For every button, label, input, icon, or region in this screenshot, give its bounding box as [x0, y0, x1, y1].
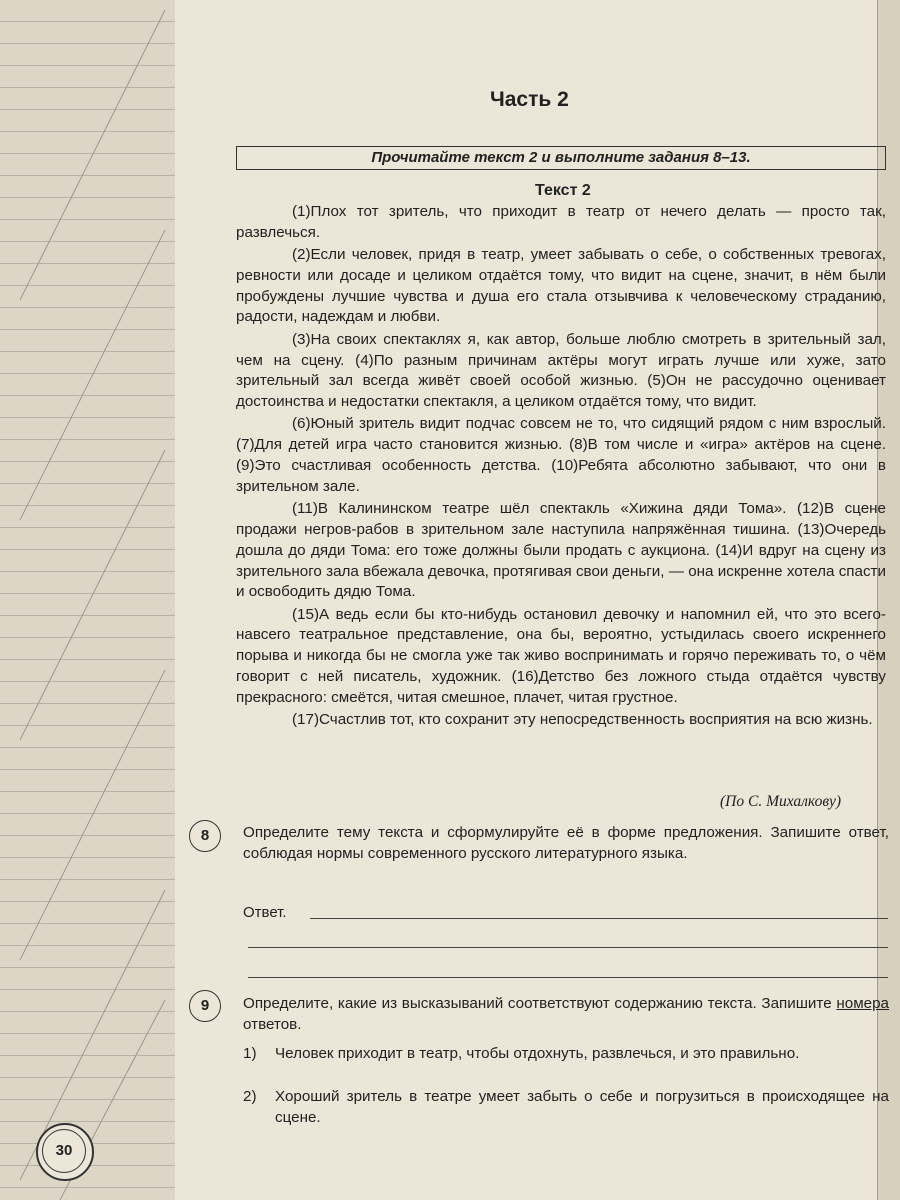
passage-paragraph: (11)В Калининском театре шёл спектакль «Хижина дяди Тома». (12)В сцене продажи негров-рабов в зрительном зале наступила напряжённая тишина. (13)Очередь дошла до дяди Тома: его тоже должны были продать с аукциона. (14)И вдруг на сцену из зрительного зала вбежала девочка, протягивая свои деньги, — она искренне хотела спасти и освободить дядю Тома. — [236, 500, 886, 601]
task-9-text — [243, 993, 889, 1035]
instruction-box: Прочитайте текст 2 и выполните задания 8–13. — [236, 146, 886, 170]
task-8-answer-label: Ответ. — [243, 904, 287, 921]
option-number: 2) — [243, 1088, 257, 1105]
task-8-answer-line[interactable] — [248, 977, 888, 978]
task-9-option — [243, 1043, 889, 1064]
task-8-answer-line[interactable] — [310, 918, 888, 919]
passage-paragraph: (15)А ведь если бы кто-нибудь остановил девочку и напомнил ей, что это всего-навсего театральное представление, она бы, вероятно, устыдилась своего искреннего порыва и никогда бы не смогла уже так живо воспринимать и горячо переживать то, о чём говорит с ней писатель, художник. (16)Детство без ложного стыда отдаётся чувству прекрасного: смеётся, читая смешное, плачет, читая грустное. — [236, 605, 886, 706]
text-title: Текст 2 — [535, 182, 591, 199]
passage-paragraph: (1)Плох тот зритель, что приходит в театр от нечего делать — просто так, развлечься. — [236, 203, 886, 241]
left-margin-lined-strip — [0, 0, 175, 1200]
task-9-number-badge: 9 — [189, 990, 221, 1022]
passage-paragraph: (2)Если человек, придя в театр, умеет забывать о себе, о собственных тревогах, ревности или досаде и целиком отдаётся тому, что видит на сцене, значит, в нём были пробуждены лучшие чувства и душа его стала отзывчива к человеческому страданию, радости, надеждам и любви. — [236, 246, 886, 326]
reading-passage — [236, 202, 886, 732]
option-text: Хороший зритель в театре умеет забыть о себе и погрузиться в происходящее на сцене. — [275, 1088, 889, 1126]
page-number-badge — [36, 1123, 94, 1181]
passage-paragraph: (3)На своих спектаклях я, как автор, больше люблю смотреть в зрительный зал, чем на сцену. (4)По разным причинам актёры могут играть лучше или хуже, зато зрительный зал всегда живёт своей особой жизнью. (5)Он не рассудочно оценивает достоинства и недостатки спектакля, а целиком отдаётся тому, что видит. — [236, 330, 886, 411]
task-8-number-badge: 8 — [189, 820, 221, 852]
part-title: Часть 2 — [490, 88, 569, 111]
task-9-text-underlined: номера — [836, 995, 889, 1012]
passage-author: (По С. Михалкову) — [720, 793, 842, 810]
option-text: Человек приходит в театр, чтобы отдохнуть, развлечься, и это правильно. — [275, 1045, 800, 1062]
task-8-answer-line[interactable] — [248, 947, 888, 948]
option-number: 1) — [243, 1045, 257, 1062]
task-9-text-part: Определите, какие из высказываний соответствуют содержанию текста. Запишите — [243, 995, 837, 1012]
task-9-option — [243, 1086, 889, 1128]
passage-paragraph: (6)Юный зритель видит подчас совсем не то, что сидящий рядом с ним взрослый. (7)Для детей игра часто становится жизнью. (8)В том числе и «игра» актёров на сцене. (9)Это счастливая особенность детства. (10)Ребята абсолютно забывают, что они в зрительном зале. — [236, 415, 886, 495]
page-number: 30 — [42, 1129, 86, 1173]
passage-paragraph: (17)Счастлив тот, кто сохранит эту непосредственность восприятия на всю жизнь. — [292, 711, 873, 729]
task-8-text: Определите тему текста и сформулируйте её в форме предложения. Запишите ответ, соблюдая нормы современного русского литературного языка. — [243, 824, 889, 862]
task-9-text-part: ответов. — [243, 1016, 302, 1033]
margin-diagonal-lines — [0, 0, 175, 1200]
